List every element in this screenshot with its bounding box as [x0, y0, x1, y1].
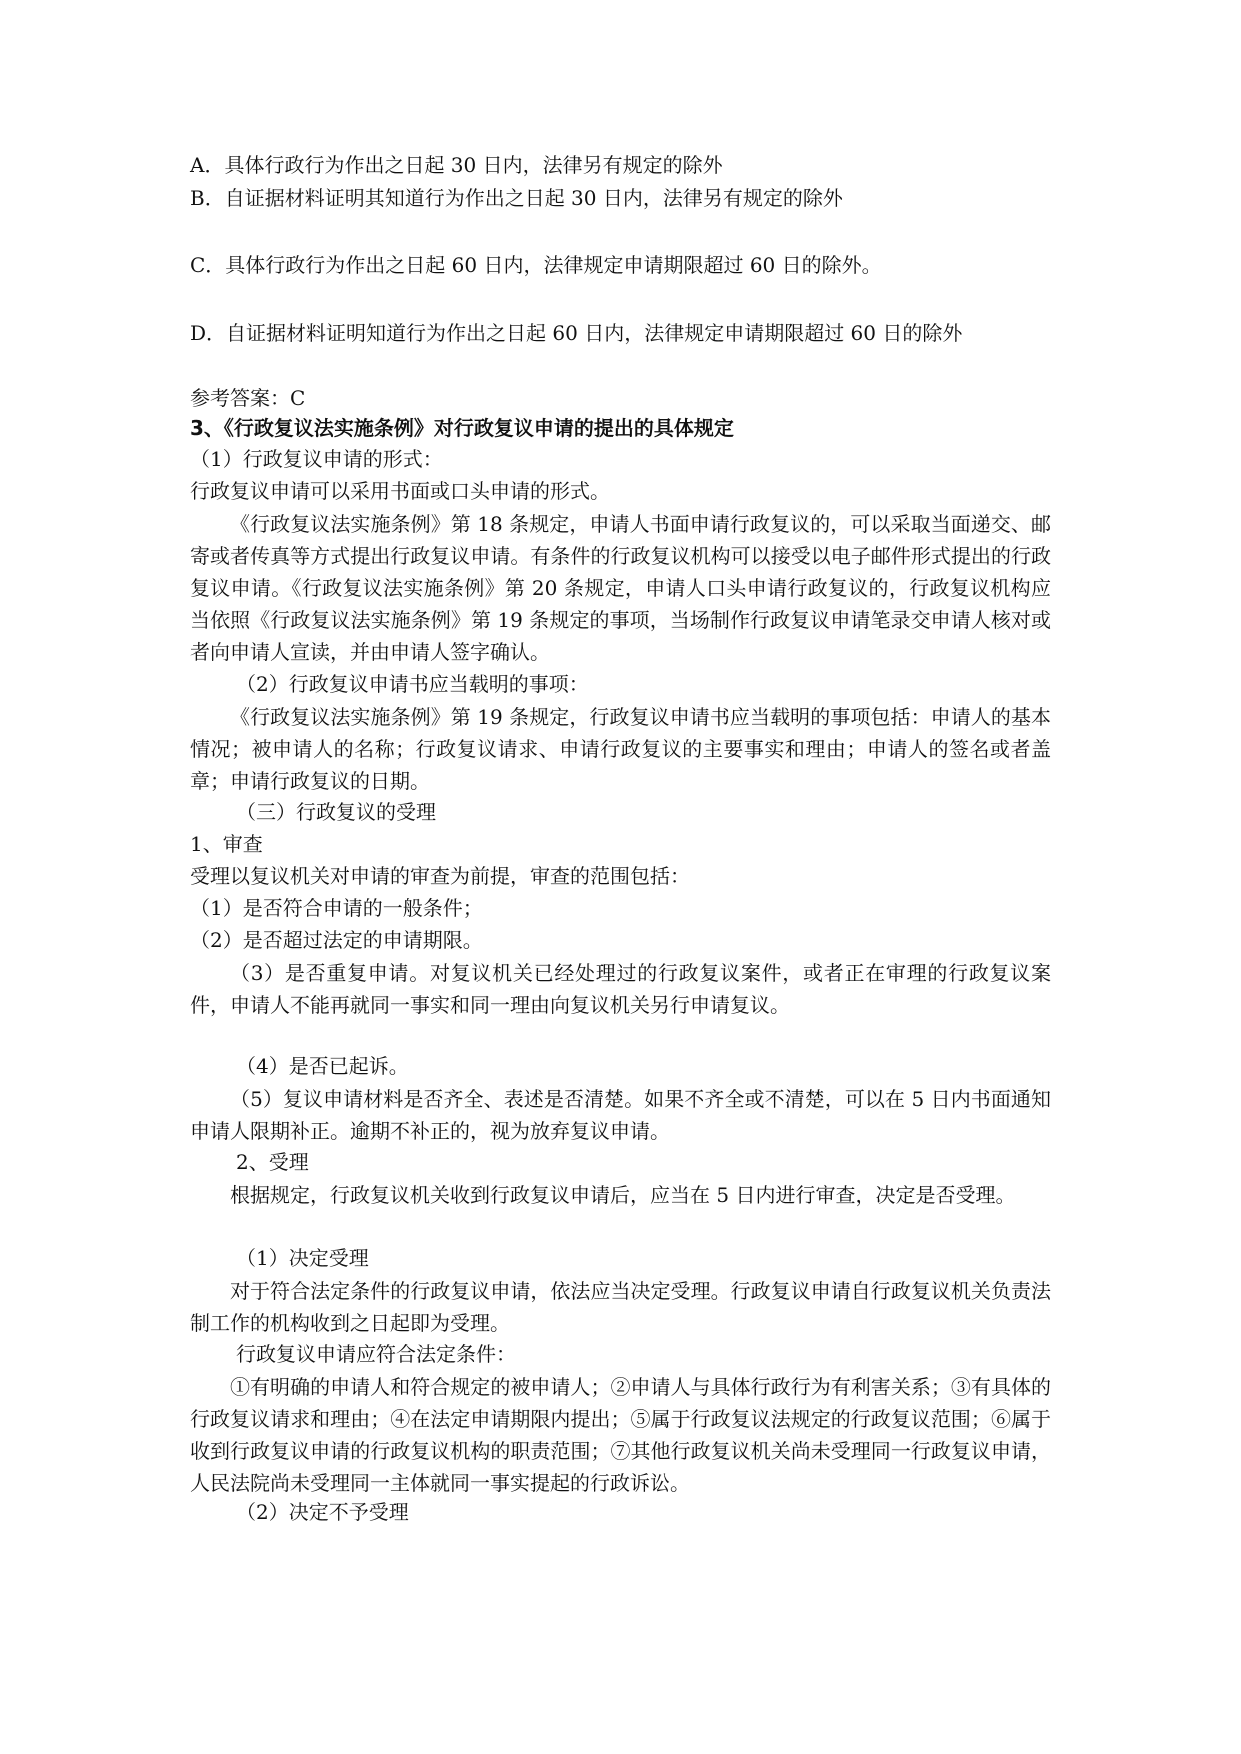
option-b: B．自证据材料证明其知道行为作出之日起 30 日内，法律另有规定的除外 [190, 186, 843, 210]
review-item-4: （4）是否已起诉。 [236, 1054, 409, 1078]
reference-answer: 参考答案：C [190, 386, 306, 410]
decision-reject-title: （2）决定不予受理 [236, 1500, 409, 1524]
review-item-5: （5）复议申请材料是否齐全、表述是否清楚。如果不齐全或不清楚，可以在 5 日内书面通知申请人限期补正。逾期不补正的，视为放弃复议申请。 [190, 1087, 1051, 1143]
decision-accept-title: （1）决定受理 [236, 1246, 369, 1270]
conditions-title: 行政复议申请应符合法定条件： [236, 1342, 516, 1366]
section-3-heading: 3、《行政复议法实施条例》对行政复议申请的提出的具体规定 [190, 416, 734, 440]
acceptance-heading: （三）行政复议的受理 [236, 800, 436, 824]
option-c: C．具体行政行为作出之日起 60 日内，法律规定申请期限超过 60 日的除外。 [190, 253, 882, 277]
option-d: D．自证据材料证明知道行为作出之日起 60 日内，法律规定申请期限超过 60 日的除外 [190, 321, 963, 345]
decision-accept-body: 对于符合法定条件的行政复议申请，依法应当决定受理。行政复议申请自行政复议机关负责法制工作的机构收到之日起即为受理。 [190, 1279, 1051, 1335]
option-a: A．具体行政行为作出之日起 30 日内，法律另有规定的除外 [190, 153, 723, 177]
review-title: 1、审查 [190, 832, 263, 856]
review-item-1: （1）是否符合申请的一般条件； [190, 896, 483, 920]
item-1-body: 《行政复议法实施条例》第 18 条规定，申请人书面申请行政复议的，可以采取当面递交、邮寄或者传真等方式提出行政复议申请。有条件的行政复议机构可以接受以电子邮件形式提出的行政复议申请。《行政复议法实施条例》第 20 条规定，申请人口头申请行政复议的，行政复议机构应当依照《行政复议法实施条例》第 19 条规定的事项，当场制作行政复议申请笔录交申请人核对或者向申请人宣读，并由申请人签字确认。 [190, 512, 1051, 664]
review-item-3: （3）是否重复申请。对复议机关已经处理过的行政复议案件，或者正在审理的行政复议案件，申请人不能再就同一事实和同一理由向复议机关另行申请复议。 [190, 961, 1051, 1017]
item-1-intro: 行政复议申请可以采用书面或口头申请的形式。 [190, 479, 610, 503]
item-2-title: （2）行政复议申请书应当载明的事项： [236, 672, 589, 696]
conditions-body: ①有明确的申请人和符合规定的被申请人；②申请人与具体行政行为有利害关系；③有具体的行政复议请求和理由；④在法定申请期限内提出；⑤属于行政复议法规定的行政复议范围；⑥属于收到行政复议申请的行政复议机构的职责范围；⑦其他行政复议机关尚未受理同一行政复议申请，人民法院尚未受理同一主体就同一事实提起的行政诉讼。 [190, 1375, 1051, 1495]
accept-title: 2、受理 [236, 1150, 309, 1174]
accept-body: 根据规定，行政复议机关收到行政复议申请后，应当在 5 日内进行审查，决定是否受理。 [230, 1183, 1016, 1207]
review-intro: 受理以复议机关对申请的审查为前提，审查的范围包括： [190, 864, 690, 888]
item-2-body: 《行政复议法实施条例》第 19 条规定，行政复议申请书应当载明的事项包括：申请人的基本情况；被申请人的名称；行政复议请求、申请行政复议的主要事实和理由；申请人的签名或者盖章；申请行政复议的日期。 [190, 705, 1051, 793]
item-1-title: （1）行政复议申请的形式： [190, 447, 443, 471]
review-item-2: （2）是否超过法定的申请期限。 [190, 928, 483, 952]
